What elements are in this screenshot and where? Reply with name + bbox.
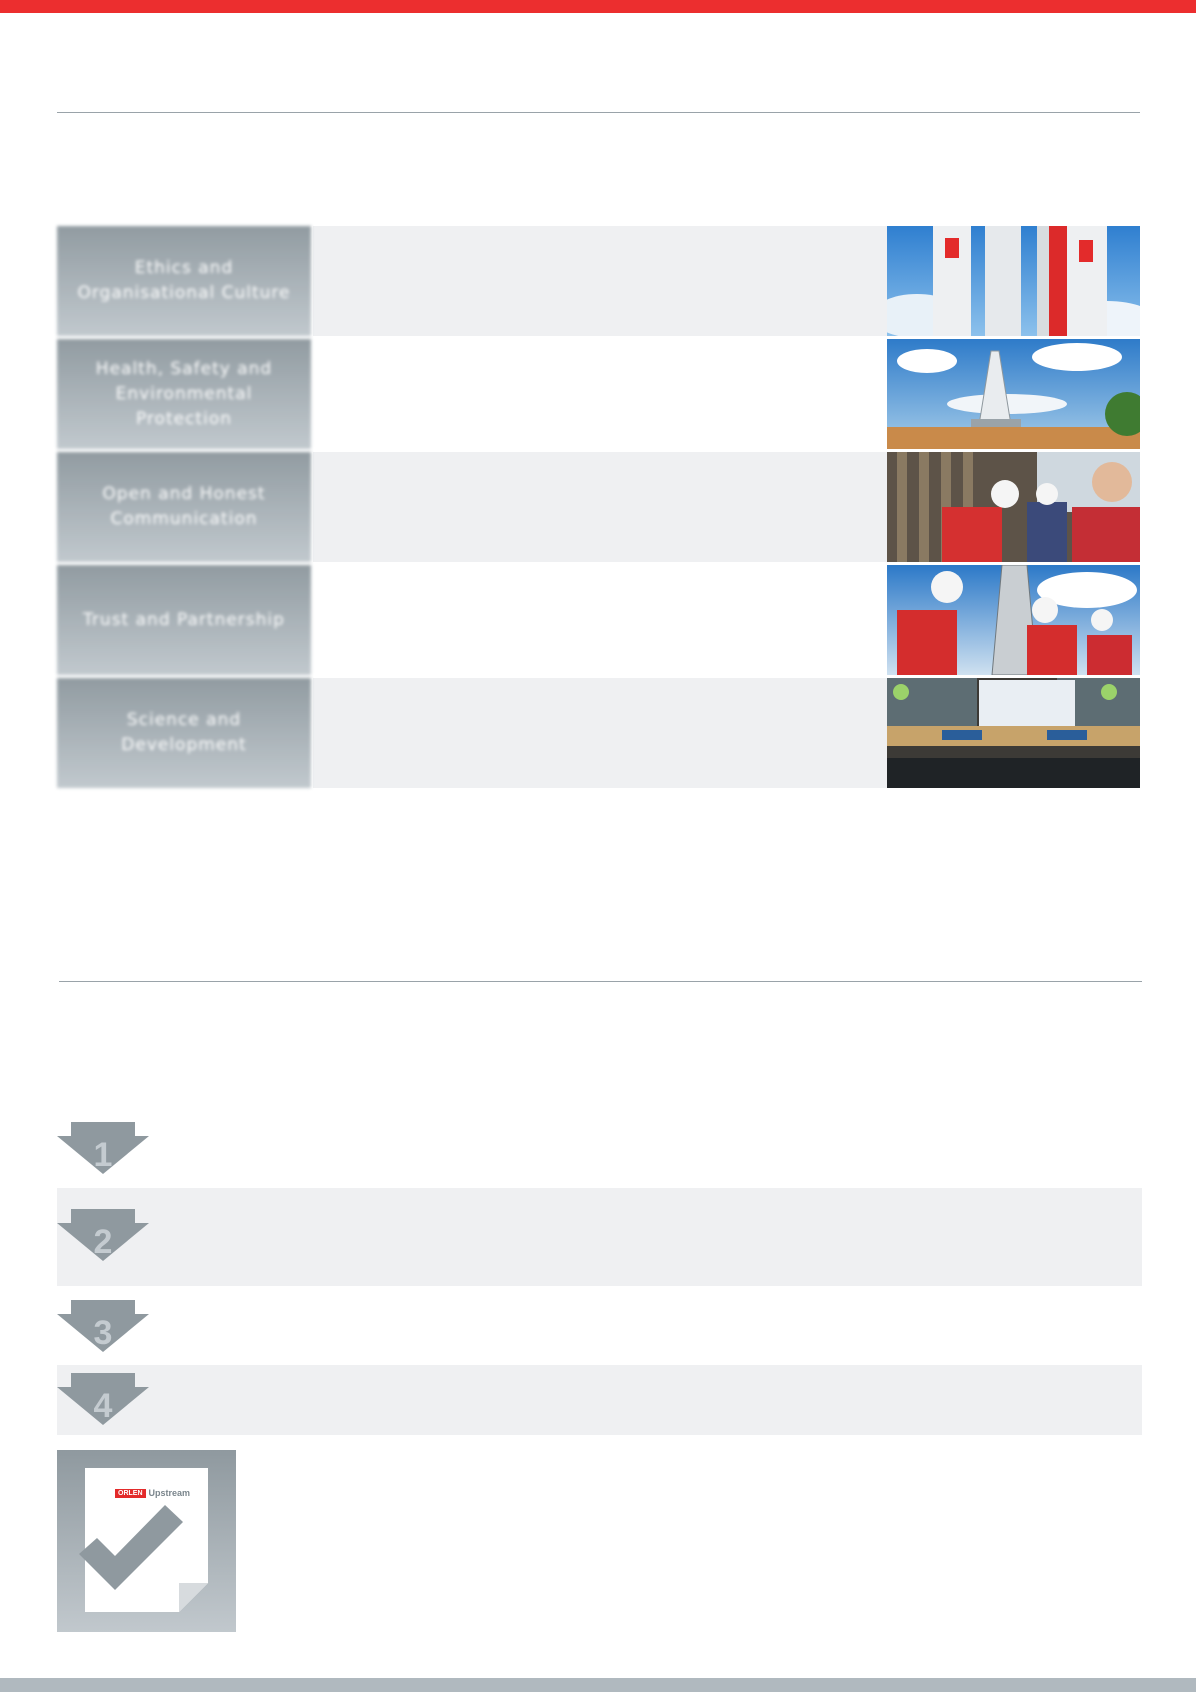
- step-4: [57, 1365, 1142, 1435]
- orlen-upstream-logo: [115, 1486, 190, 1500]
- value-label: Trust and Partnership: [57, 565, 311, 675]
- workers-inspection-photo: [887, 452, 1140, 562]
- step-2: [57, 1188, 1142, 1286]
- value-description: [313, 678, 887, 788]
- step-number: 4: [93, 1387, 113, 1425]
- top-accent-bar: [0, 0, 1196, 13]
- approved-document-icon: [57, 1450, 236, 1632]
- value-row-trust: [57, 565, 1140, 675]
- drilling-rig-photo: [887, 339, 1140, 449]
- step-number: 3: [93, 1314, 113, 1352]
- step-arrow-icon: [57, 1122, 149, 1178]
- logo-product: Upstream: [148, 1488, 191, 1498]
- value-label: Open and Honest Communication: [57, 452, 311, 562]
- value-row-science: [57, 678, 1140, 788]
- step-1: [57, 1120, 1142, 1176]
- flags-photo: [887, 226, 1140, 336]
- step-number: 2: [93, 1223, 113, 1261]
- value-description: [313, 226, 887, 336]
- logo-brand: ORLEN: [115, 1489, 146, 1498]
- values-table: [57, 226, 1140, 791]
- step-number: 1: [93, 1136, 113, 1174]
- section-divider-middle: [59, 981, 1142, 982]
- step-arrow-icon: [57, 1373, 149, 1429]
- value-label: Science and Development: [57, 678, 311, 788]
- conference-photo: [887, 678, 1140, 788]
- step-3: [57, 1298, 1142, 1354]
- value-row-hse: [57, 339, 1140, 449]
- value-description: [313, 339, 887, 449]
- step-arrow-icon: [57, 1209, 149, 1265]
- value-row-communication: [57, 452, 1140, 562]
- value-row-ethics: [57, 226, 1140, 336]
- workers-rig-photo: [887, 565, 1140, 675]
- value-description: [313, 565, 887, 675]
- value-label: Health, Safety and Environmental Protection: [57, 339, 311, 449]
- step-arrow-icon: [57, 1300, 149, 1356]
- value-description: [313, 452, 887, 562]
- section-divider-top: [57, 112, 1140, 113]
- value-label: Ethics and Organisational Culture: [57, 226, 311, 336]
- bottom-footer-bar: [0, 1678, 1196, 1692]
